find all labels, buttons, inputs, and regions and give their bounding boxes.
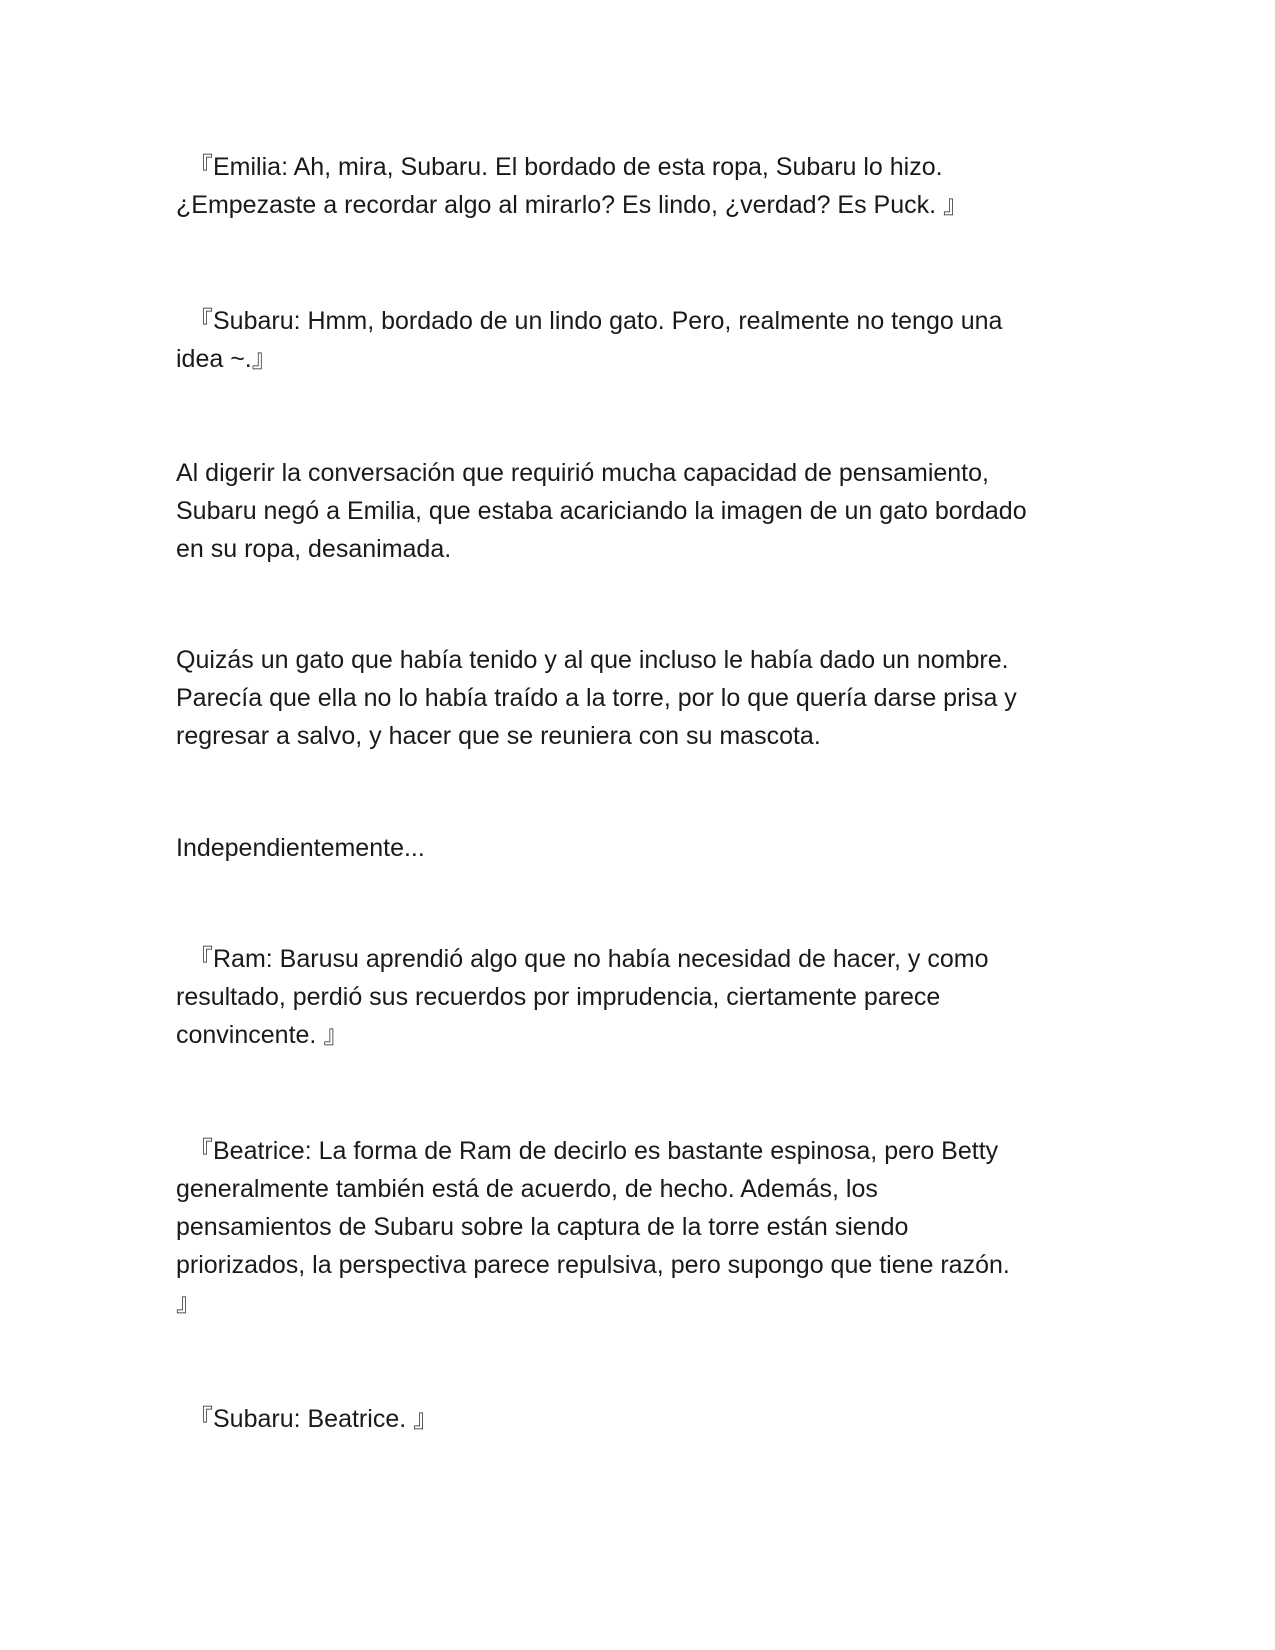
text-line: 『Ram: Barusu aprendió algo que no había necesidad de hacer, y como (188, 945, 989, 973)
dialogue-paragraph-emilia (176, 148, 1076, 224)
dialogue-paragraph-subaru (176, 1400, 1076, 1438)
text-line: Quizás un gato que había tenido y al que incluso le había dado un nombre. (176, 646, 1009, 674)
text-line: ¿Empezaste a recordar algo al mirarlo? Es lindo, ¿verdad? Es Puck. 』 (176, 191, 969, 219)
text-line: 『Subaru: Beatrice. 』 (188, 1405, 439, 1433)
text-line: Al digerir la conversación que requirió mucha capacidad de pensamiento, (176, 459, 989, 487)
dialogue-paragraph-subaru (176, 302, 1076, 378)
text-line: pensamientos de Subaru sobre la captura de la torre están siendo (176, 1213, 909, 1241)
text-line: Subaru negó a Emilia, que estaba acariciando la imagen de un gato bordado (176, 497, 1027, 525)
text-line: priorizados, la perspectiva parece repulsiva, pero supongo que tiene razón. (176, 1251, 1010, 1279)
text-line: convincente. 』 (176, 1021, 349, 1049)
dialogue-paragraph-beatrice (176, 1132, 1076, 1322)
text-line: en su ropa, desanimada. (176, 535, 452, 563)
text-line: 』 (176, 1289, 202, 1317)
text-line: resultado, perdió sus recuerdos por imprudencia, ciertamente parece (176, 983, 941, 1011)
text-line: 『Subaru: Hmm, bordado de un lindo gato. Pero, realmente no tengo una (188, 307, 1003, 335)
narration-paragraph (176, 829, 1076, 867)
text-line: regresar a salvo, y hacer que se reuniera con su mascota. (176, 722, 821, 750)
text-line: idea ~.』 (176, 345, 277, 373)
text-line: 『Emilia: Ah, mira, Subaru. El bordado de esta ropa, Subaru lo hizo. (188, 153, 943, 181)
text-line: Independientemente... (176, 834, 425, 862)
narration-paragraph (176, 641, 1076, 755)
narration-paragraph (176, 454, 1076, 568)
dialogue-paragraph-ram (176, 940, 1076, 1054)
text-line: generalmente también está de acuerdo, de hecho. Además, los (176, 1175, 878, 1203)
text-line: Parecía que ella no lo había traído a la torre, por lo que quería darse prisa y (176, 684, 1017, 712)
text-line: 『Beatrice: La forma de Ram de decirlo es bastante espinosa, pero Betty (188, 1137, 999, 1165)
